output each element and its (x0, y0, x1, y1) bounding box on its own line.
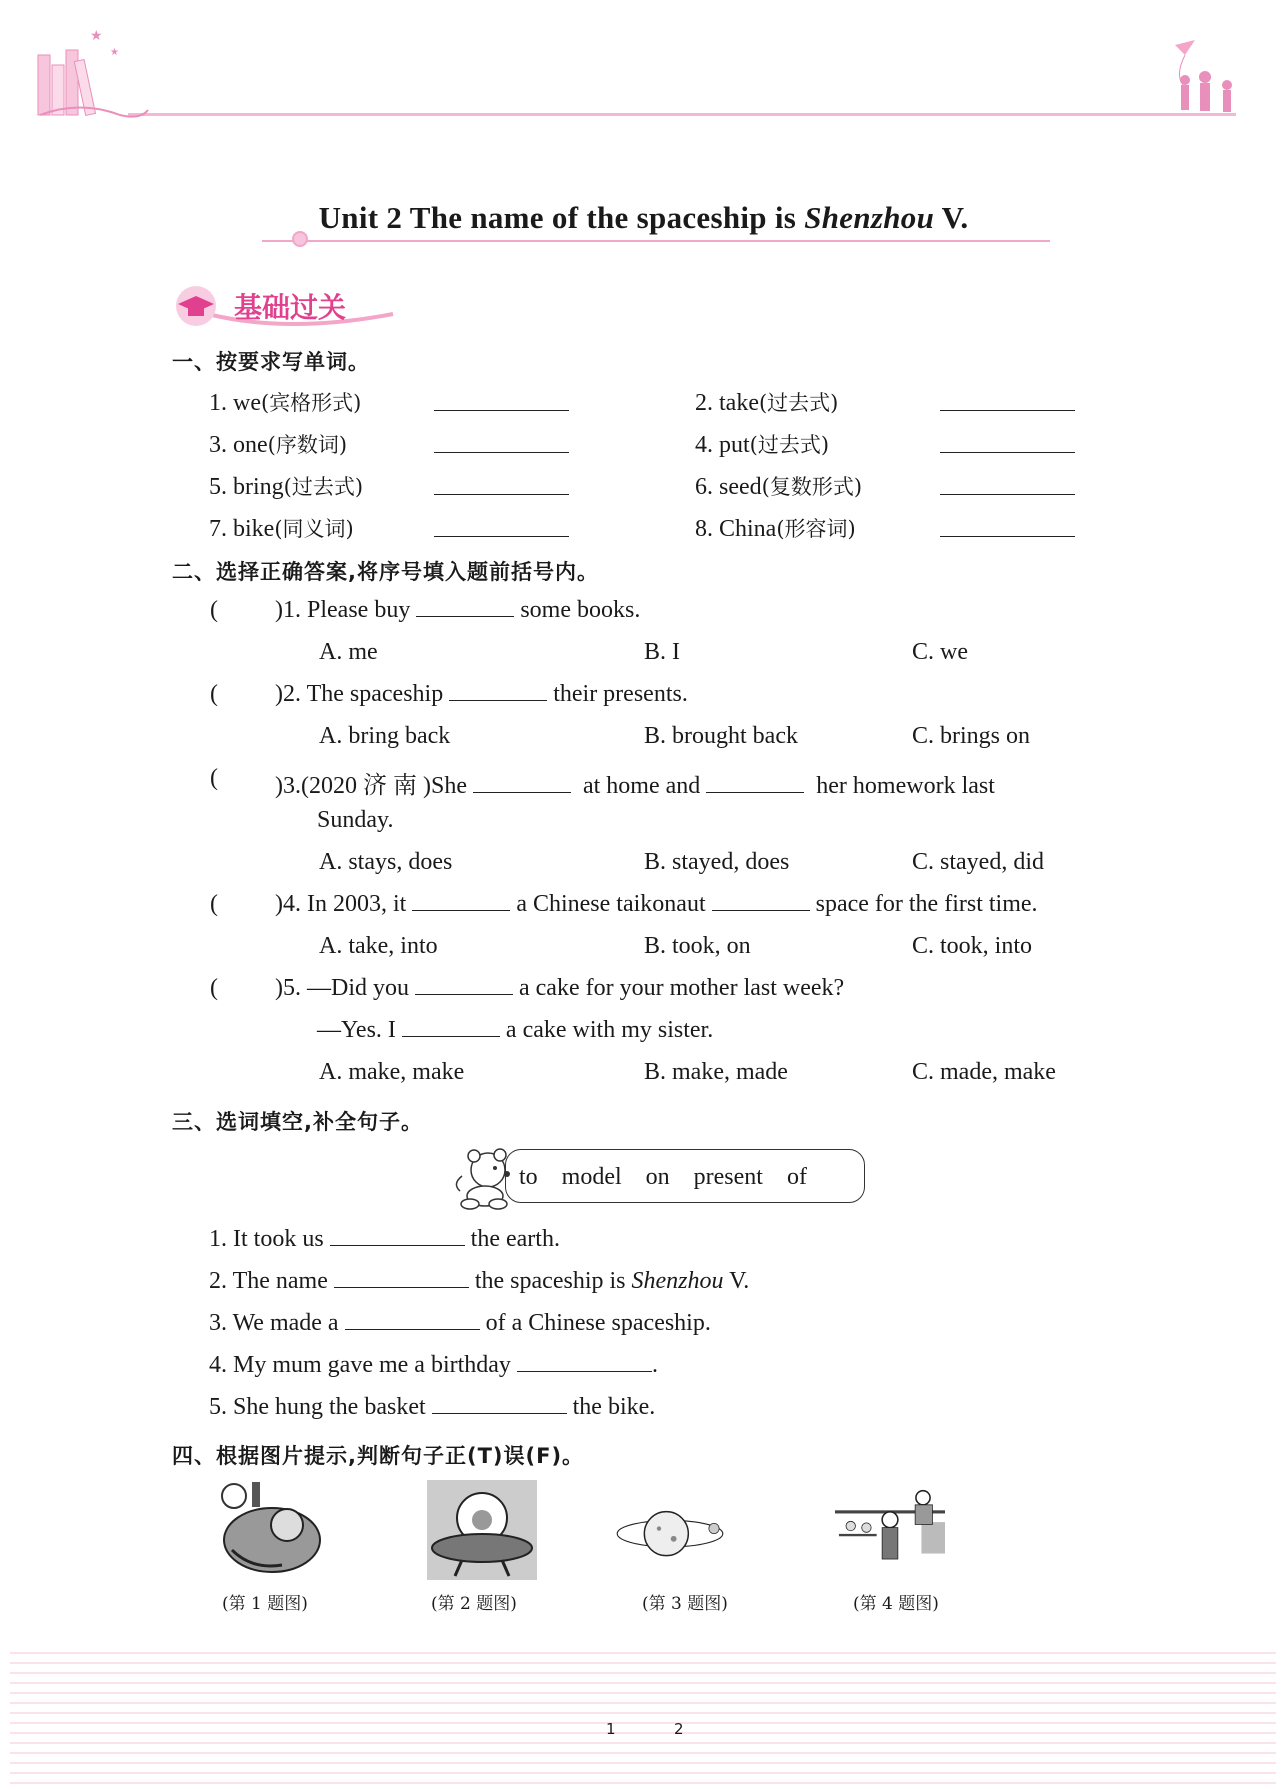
answer-bracket[interactable]: ( (210, 765, 218, 791)
unit-title: Unit 2 The name of the spaceship is Shenzhou V. (318, 200, 969, 235)
q3-item-2: 2. The name the spaceship is Shenzhou V. (209, 1268, 750, 1294)
option-c[interactable]: C. brings on (912, 723, 1031, 749)
option-c[interactable]: C. we (912, 639, 968, 665)
svg-text:★: ★ (90, 28, 103, 44)
astronaut-icon (212, 1480, 322, 1580)
svg-text:★: ★ (110, 47, 119, 58)
option-c[interactable]: C. took, into (912, 933, 1033, 959)
children-kite-icon (1155, 35, 1245, 120)
option-b[interactable]: B. took, on (644, 933, 751, 959)
answer-bracket[interactable]: ( (210, 681, 218, 707)
answer-blank[interactable] (412, 910, 510, 911)
q1-heading: 一、按要求写单词。 (172, 350, 370, 374)
answer-blank[interactable] (345, 1329, 480, 1330)
option-b[interactable]: B. I (644, 639, 680, 665)
option-a[interactable]: A. make, make (319, 1059, 465, 1085)
q1-item-4: 4. put(过去式) (695, 432, 830, 458)
answer-blank[interactable] (402, 1036, 500, 1037)
ufo-alien-icon (427, 1480, 537, 1580)
shopping-scene-icon (835, 1478, 945, 1578)
q2-item-5: )5. —Did you a cake for your mother last week? (275, 975, 845, 1001)
answer-blank[interactable] (432, 1413, 567, 1414)
q3-item-4: 4. My mum gave me a birthday . (209, 1352, 658, 1378)
q3-item-1: 1. It took us the earth. (209, 1226, 560, 1252)
header-divider (128, 113, 1236, 116)
page-number-right: 2 (674, 1720, 684, 1738)
figure-caption-4: (第 4 题图) (853, 1594, 939, 1614)
figure-caption-1: (第 1 题图) (222, 1594, 308, 1614)
planet-orbit-icon (615, 1480, 725, 1580)
title-dot (292, 231, 308, 247)
q2-heading: 二、选择正确答案,将序号填入题前括号内。 (172, 560, 599, 584)
q2-item-3: )3.(2020 济 南 )She at home and her homework last (275, 773, 995, 799)
footer-band (10, 1652, 1276, 1789)
q3-heading: 三、选词填空,补全句子。 (172, 1110, 423, 1134)
q2-item-1: )1. Please buy some books. (275, 597, 641, 623)
option-c[interactable]: C. stayed, did (912, 849, 1044, 875)
answer-blank[interactable] (473, 792, 571, 793)
option-b[interactable]: B. brought back (644, 723, 798, 749)
q1-item-2: 2. take(过去式) (695, 390, 839, 416)
option-b[interactable]: B. make, made (644, 1059, 788, 1085)
title-underline (262, 240, 1050, 242)
q2-item-4: )4. In 2003, it a Chinese taikonaut space for the first time. (275, 891, 1038, 917)
section-badge-label: 基础过关 (234, 291, 347, 324)
answer-blank[interactable] (449, 700, 547, 701)
q1-item-8: 8. China(形容词) (695, 516, 856, 542)
answer-blank[interactable] (330, 1245, 465, 1246)
q2-item-5-reply: —Yes. I a cake with my sister. (317, 1017, 714, 1043)
page-number-left: 1 (606, 1720, 616, 1738)
option-a[interactable]: A. bring back (319, 723, 451, 749)
q1-item-5: 5. bring(过去式) (209, 474, 364, 500)
q2-item-3-cont: Sunday. (317, 807, 394, 833)
answer-blank[interactable] (940, 452, 1075, 453)
word-bank: to model on present of (519, 1164, 807, 1190)
option-c[interactable]: C. made, make (912, 1059, 1056, 1085)
answer-blank[interactable] (940, 536, 1075, 537)
q1-item-3: 3. one(序数词) (209, 432, 348, 458)
answer-bracket[interactable]: ( (210, 975, 218, 1001)
figure-caption-2: (第 2 题图) (431, 1594, 517, 1614)
q1-item-7: 7. bike(同义词) (209, 516, 354, 542)
answer-bracket[interactable]: ( (210, 597, 218, 623)
answer-blank[interactable] (416, 616, 514, 617)
answer-blank[interactable] (415, 994, 513, 995)
option-a[interactable]: A. stays, does (319, 849, 453, 875)
figure-caption-3: (第 3 题图) (642, 1594, 728, 1614)
answer-blank[interactable] (517, 1371, 652, 1372)
answer-blank[interactable] (940, 494, 1075, 495)
q1-item-6: 6. seed(复数形式) (695, 474, 863, 500)
q3-item-3: 3. We made a of a Chinese spaceship. (209, 1310, 711, 1336)
q3-item-5: 5. She hung the basket the bike. (209, 1394, 656, 1420)
answer-blank[interactable] (712, 910, 810, 911)
answer-blank[interactable] (434, 536, 569, 537)
q1-item-1: 1. we(宾格形式) (209, 390, 362, 416)
answer-blank[interactable] (334, 1287, 469, 1288)
answer-blank[interactable] (434, 410, 569, 411)
option-a[interactable]: A. take, into (319, 933, 438, 959)
answer-bracket[interactable]: ( (210, 891, 218, 917)
q2-item-2: )2. The spaceship their presents. (275, 681, 688, 707)
option-a[interactable]: A. me (319, 639, 378, 665)
q4-heading: 四、根据图片提示,判断句子正(T)误(F)。 (172, 1444, 585, 1468)
option-b[interactable]: B. stayed, does (644, 849, 790, 875)
answer-blank[interactable] (434, 452, 569, 453)
answer-blank[interactable] (434, 494, 569, 495)
answer-blank[interactable] (706, 792, 804, 793)
books-logo-icon (30, 20, 150, 130)
answer-blank[interactable] (940, 410, 1075, 411)
